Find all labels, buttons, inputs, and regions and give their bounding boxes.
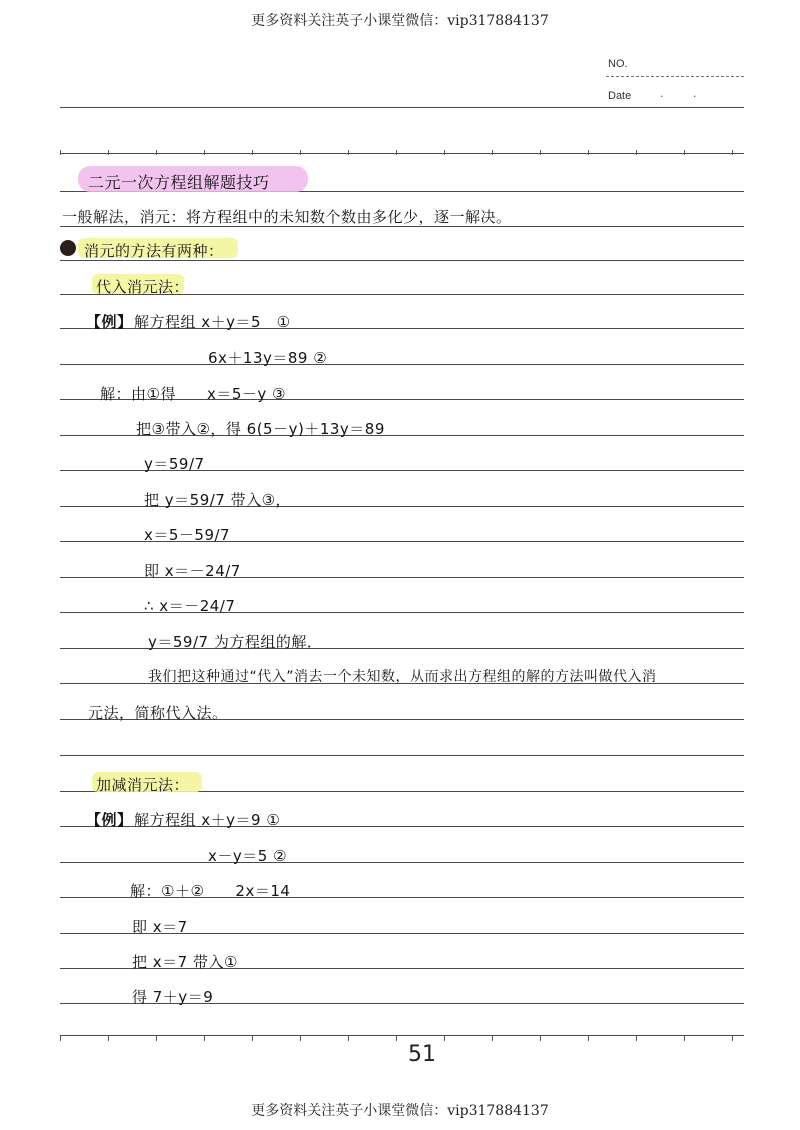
explanation-line: 元法，简称代入法。 bbox=[88, 704, 228, 722]
solution-step: 即 x＝7 bbox=[132, 918, 188, 936]
intro-text: 一般解法，消元：将方程组中的未知数个数由多化少，逐一解决。 bbox=[62, 208, 512, 226]
solution-step: 把③带入②，得 6(5－y)＋13y＝89 bbox=[136, 420, 385, 438]
page-number: 51 bbox=[408, 1042, 436, 1067]
example-label: 【例】 bbox=[86, 811, 133, 829]
substitution-heading: 代入消元法： bbox=[96, 278, 190, 296]
example-equation-2: x－y＝5 ② bbox=[208, 847, 288, 865]
example-label: 【例】 bbox=[86, 313, 133, 331]
meta-date-dot: · bbox=[693, 90, 697, 103]
ruled-line bbox=[60, 755, 744, 756]
ruled-line-ticks bbox=[60, 1036, 744, 1041]
solution-step: y＝59/7 bbox=[144, 455, 205, 473]
example-equation-1: 解方程组 x＋y＝5 ① bbox=[134, 313, 291, 331]
solution-step: 解：由①得 x＝5－y ③ bbox=[100, 385, 286, 403]
explanation-line: 我们把这种通过“代入”消去一个未知数，从而求出方程组的解的方法叫做代入消 bbox=[148, 669, 657, 685]
example-equation-1: 解方程组 x＋y＝9 ① bbox=[134, 811, 281, 829]
page-title: 二元一次方程组解题技巧 bbox=[88, 173, 270, 192]
meta-no-label: NO. bbox=[608, 58, 628, 70]
solution-step: 解：①＋② 2x＝14 bbox=[130, 882, 291, 900]
solution-step: 把 x＝7 带入① bbox=[132, 953, 238, 971]
ruled-line bbox=[60, 364, 744, 365]
ruled-line bbox=[60, 107, 744, 108]
solution-step: 得 7＋y＝9 bbox=[132, 988, 214, 1006]
solution-step: x＝5－59/7 bbox=[144, 526, 231, 544]
solution-step: ∴ x＝－24/7 bbox=[144, 597, 236, 615]
elimination-heading: 加减消元法： bbox=[96, 776, 190, 794]
ruled-line bbox=[60, 153, 744, 154]
example-equation-2: 6x＋13y＝89 ② bbox=[208, 349, 328, 367]
solution-step: 即 x＝－24/7 bbox=[144, 562, 241, 580]
methods-heading: 消元的方法有两种： bbox=[84, 242, 224, 260]
meta-no-rule bbox=[606, 76, 744, 77]
meta-date-label: Date bbox=[608, 90, 632, 102]
watermark-header: 更多资料关注英子小课堂微信：vip317884137 bbox=[251, 13, 549, 29]
meta-date-dot: · bbox=[660, 90, 664, 103]
solution-step: 把 y＝59/7 带入③， bbox=[144, 491, 292, 509]
ruled-line bbox=[60, 862, 744, 863]
solution-step: y＝59/7 为方程组的解． bbox=[148, 633, 323, 651]
bullet-dot-icon bbox=[60, 240, 76, 256]
watermark-footer: 更多资料关注英子小课堂微信：vip317884137 bbox=[251, 1103, 549, 1119]
